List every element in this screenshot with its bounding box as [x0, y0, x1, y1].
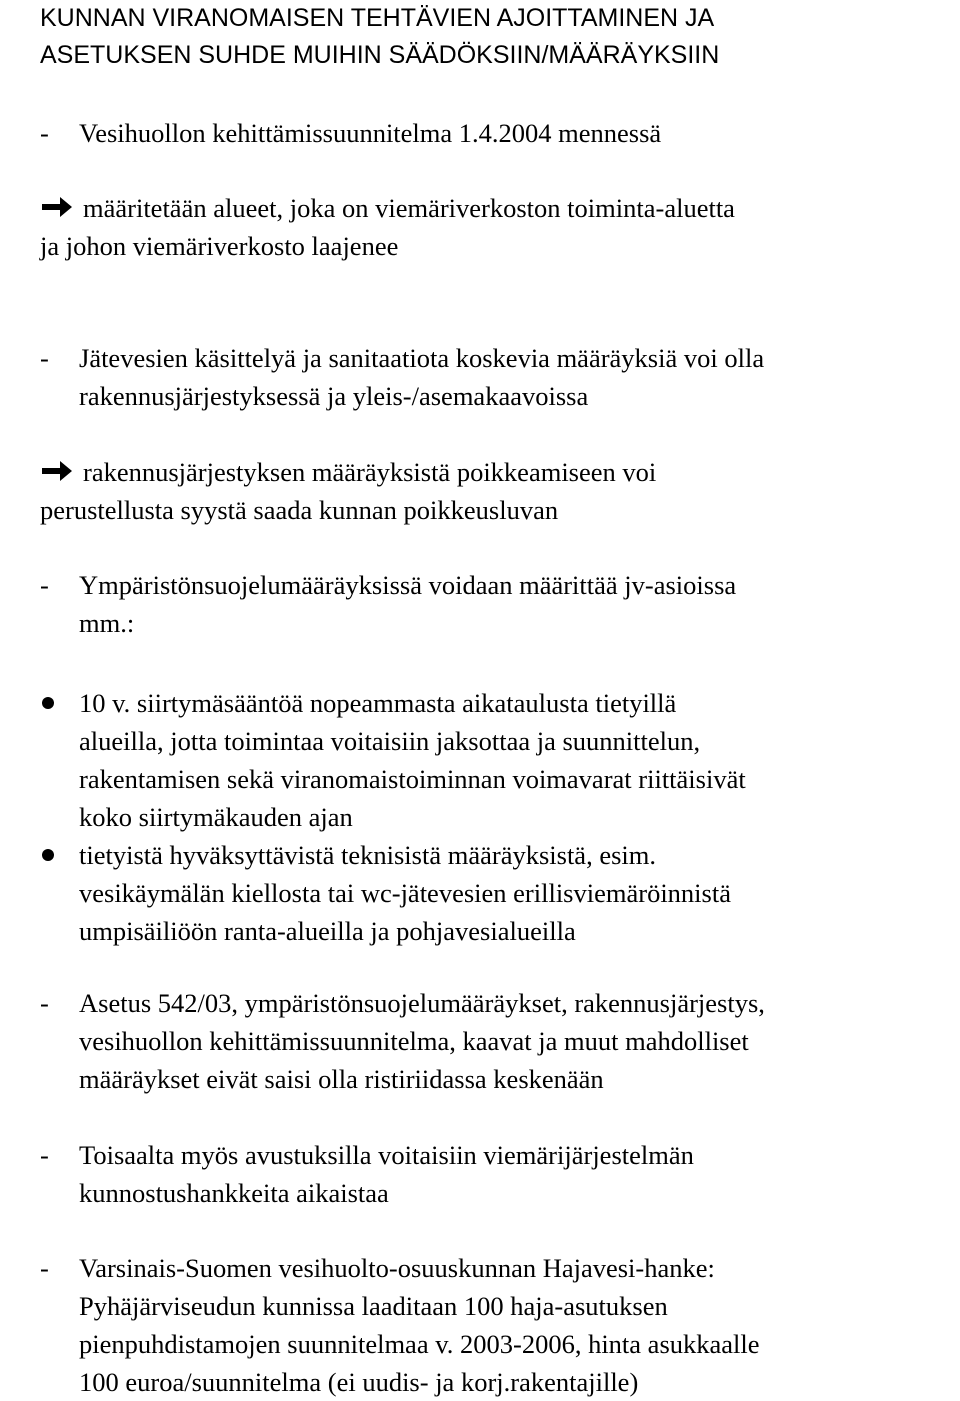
dash-marker: - [40, 570, 49, 600]
text-line: alueilla, jotta toimintaa voitaisiin jaksottaa ja suunnittelun, [79, 726, 701, 756]
title-line: KUNNAN VIRANOMAISEN TEHTÄVIEN AJOITTAMINEN JA [40, 4, 715, 32]
text-line: Pyhäjärviseudun kunnissa laaditaan 100 haja-asutuksen [79, 1291, 668, 1321]
text-line: määräykset eivät saisi olla ristiriidassa keskenään [79, 1064, 604, 1094]
text-line: mm.: [79, 608, 135, 638]
text-line: koko siirtymäkauden ajan [79, 802, 353, 832]
list-item [79, 684, 746, 836]
list-item [79, 339, 764, 415]
list-item [79, 984, 765, 1098]
text-line: 100 euroa/suunnitelma (ei uudis- ja korj.rakentajille) [79, 1367, 639, 1397]
list-item [79, 1136, 694, 1212]
list-item [79, 566, 736, 642]
dash-marker: - [40, 118, 49, 148]
text-line: umpisäiliöön ranta-alueilla ja pohjavesialueilla [79, 916, 576, 946]
text-line: vesikäymälän kiellosta tai wc-jätevesien erillisviemäröinnistä [79, 878, 731, 908]
text-line: rakennusjärjestyksen määräyksistä poikkeamiseen voi [83, 457, 657, 487]
bullet-icon [42, 849, 54, 861]
text-line: Vesihuollon kehittämissuunnitelma 1.4.2004 mennessä [79, 118, 662, 148]
text-line: Ympäristönsuojelumääräyksissä voidaan määrittää jv-asioissa [79, 570, 737, 600]
text-line: rakentamisen sekä viranomaistoiminnan voimavarat riittäisivät [79, 764, 746, 794]
text-line: Jätevesien käsittelyä ja sanitaatiota koskevia määräyksiä voi olla [79, 343, 765, 373]
text-line: perustellusta syystä saada kunnan poikkeusluvan [40, 495, 559, 525]
list-item [40, 453, 656, 529]
dash-marker: - [40, 1253, 49, 1283]
page-title [40, 0, 719, 74]
text-line: Toisaalta myös avustuksilla voitaisiin viemärijärjestelmän [79, 1140, 694, 1170]
dash-marker: - [40, 988, 49, 1018]
text-line: 10 v. siirtymäsääntöä nopeammasta aikataulusta tietyillä [79, 688, 677, 718]
text-line: kunnostushankkeita aikaistaa [79, 1178, 389, 1208]
list-item [40, 189, 735, 265]
text-line: pienpuhdistamojen suunnitelmaa v. 2003-2006, hinta asukkaalle [79, 1329, 760, 1359]
bullet-icon [42, 697, 54, 709]
dash-marker: - [40, 343, 49, 373]
list-item [79, 1249, 760, 1401]
list-item [79, 836, 731, 950]
text-line: ja johon viemäriverkosto laajenee [40, 231, 399, 261]
list-item [79, 114, 661, 152]
dash-marker: - [40, 1140, 49, 1170]
text-line: Varsinais-Suomen vesihuolto-osuuskunnan Hajavesi-hanke: [79, 1253, 715, 1283]
text-line: tietyistä hyväksyttävistä teknisistä määräyksistä, esim. [79, 840, 656, 870]
text-line: rakennusjärjestyksessä ja yleis-/asemakaavoissa [79, 381, 589, 411]
text-line: vesihuollon kehittämissuunnitelma, kaavat ja muut mahdolliset [79, 1026, 749, 1056]
text-line: Asetus 542/03, ympäristönsuojelumääräykset, rakennusjärjestys, [79, 988, 765, 1018]
text-line: määritetään alueet, joka on viemäriverkoston toiminta-aluetta [83, 193, 735, 223]
title-line: ASETUKSEN SUHDE MUIHIN SÄÄDÖKSIIN/MÄÄRÄYKSIIN [40, 41, 720, 69]
